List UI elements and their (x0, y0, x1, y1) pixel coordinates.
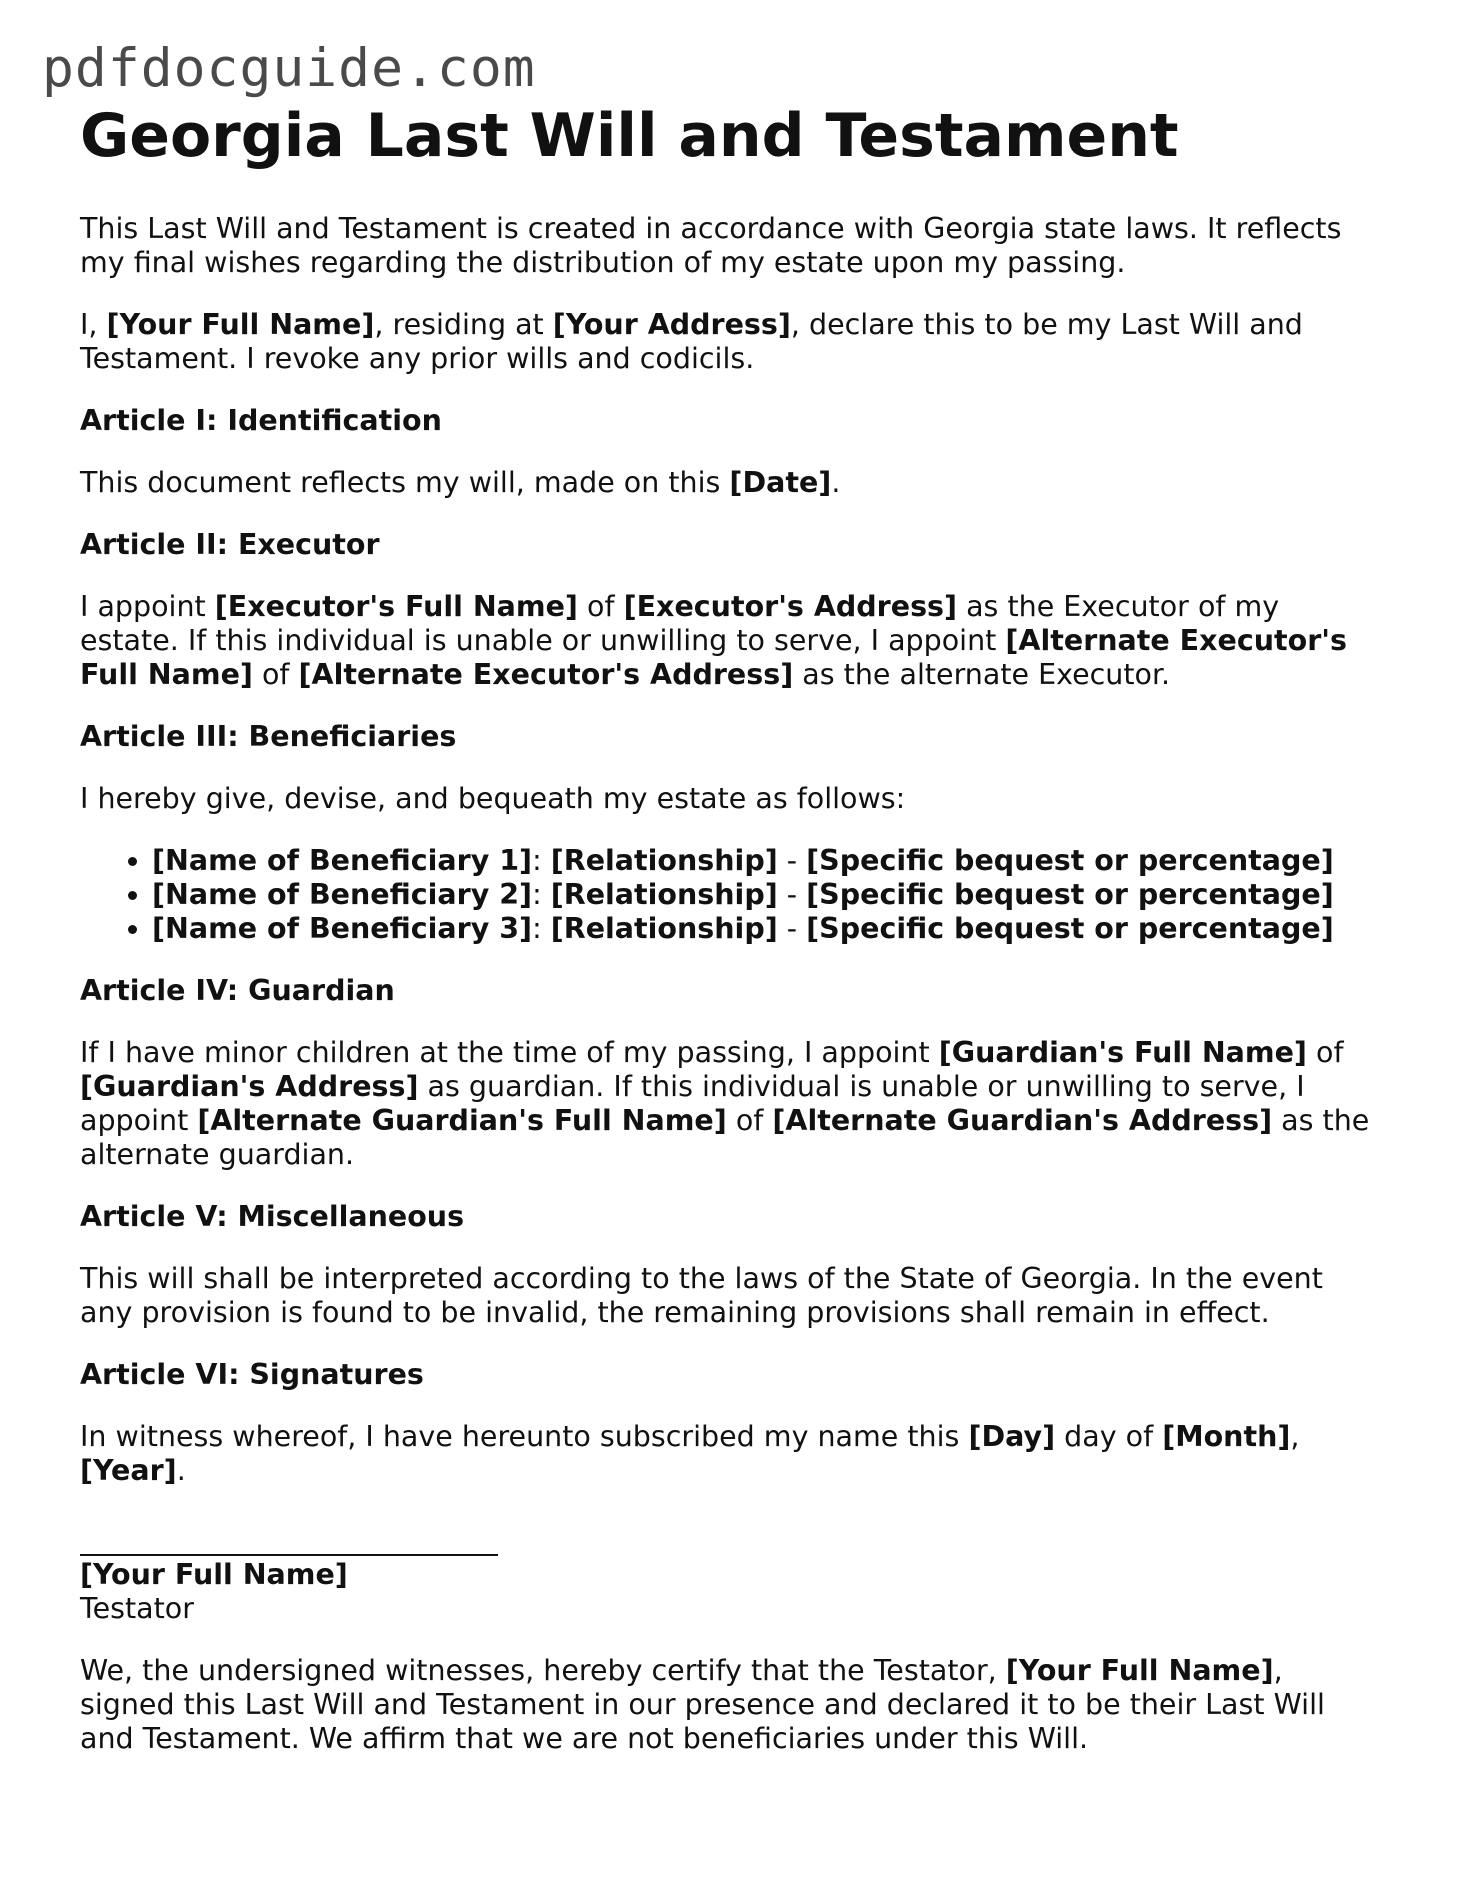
article-1-text: This document reflects my will, made on this [Date]. (80, 466, 841, 499)
month-placeholder: [Month] (1162, 1420, 1291, 1453)
guardian-name-placeholder: [Guardian's Full Name] (938, 1036, 1307, 1069)
article-2-heading: Article II: Executor (80, 528, 380, 561)
alt-guardian-address-placeholder: [Alternate Guardian's Address] (772, 1104, 1273, 1137)
testator-address-placeholder: [Your Address] (552, 308, 791, 341)
document-body (80, 100, 1380, 1784)
day-placeholder: [Day] (968, 1420, 1056, 1453)
article-4-heading: Article IV: Guardian (80, 974, 395, 1007)
article-4-text: If I have minor children at the time of my passing, I appoint [Guardian's Full Name] of [Guardian's Address] as guardian. If this individual is unable or unwilling to serve, I appoint [Alternate Guardian's Full Name] of [Alternate Guardian's Address] as the alternate guardian. (80, 1036, 1370, 1171)
executor-name-placeholder: [Executor's Full Name] (214, 590, 578, 623)
watermark: pdfdocguide.com (42, 38, 536, 99)
year-placeholder: [Year] (80, 1454, 177, 1487)
alt-executor-name-placeholder: [Alternate Executor's Full Name] (80, 624, 1347, 691)
article-5-text: This will shall be interpreted according to the laws of the State of Georgia. In the event any provision is found to be invalid, the remaining provisions shall remain in effect. (80, 1262, 1323, 1329)
alt-guardian-name-placeholder: [Alternate Guardian's Full Name] (197, 1104, 727, 1137)
article-2-text: I appoint [Executor's Full Name] of [Executor's Address] as the Executor of my estate. If this individual is unable or unwilling to serve, I appoint [Alternate Executor's Full Name] of [Alternate Executor's Address] as the alternate Executor. (80, 590, 1347, 691)
signer-role: Testator (80, 1592, 194, 1625)
witness-paragraph: We, the undersigned witnesses, hereby certify that the Testator, [Your Full Name], signed this Last Will and Testament in our presence and declared it to be their Last Will and Testament. We affirm that we are not beneficiaries under this Will. (80, 1654, 1325, 1755)
date-placeholder: [Date] (729, 466, 832, 499)
testator-name-placeholder: [Your Full Name] (106, 308, 375, 341)
list-item: • [Name of Beneficiary 1]: [Relationship] - [Specific bequest or percentage] (152, 844, 1380, 878)
guardian-address-placeholder: [Guardian's Address] (80, 1070, 419, 1103)
signature-block (80, 1528, 1380, 1626)
list-item: • [Name of Beneficiary 3]: [Relationship] - [Specific bequest or percentage] (152, 912, 1380, 946)
article-5-heading: Article V: Miscellaneous (80, 1200, 465, 1233)
article-1-heading: Article I: Identification (80, 404, 442, 437)
alt-executor-address-placeholder: [Alternate Executor's Address] (298, 658, 794, 691)
list-item: • [Name of Beneficiary 2]: [Relationship] - [Specific bequest or percentage] (152, 878, 1380, 912)
intro-paragraph: This Last Will and Testament is created in accordance with Georgia state laws. It reflects my final wishes regarding the distribution of my estate upon my passing. (80, 212, 1342, 279)
signer-name: [Your Full Name] (80, 1558, 348, 1591)
article-6-text: In witness whereof, I have hereunto subscribed my name this [Day] day of [Month], [Year]. (80, 1420, 1300, 1487)
article-6-heading: Article VI: Signatures (80, 1358, 424, 1391)
document-title: Georgia Last Will and Testament (80, 101, 1179, 171)
beneficiary-list (80, 844, 1380, 946)
witness-testator-name-placeholder: [Your Full Name] (1005, 1654, 1274, 1687)
executor-address-placeholder: [Executor's Address] (623, 590, 958, 623)
signature-line[interactable] (80, 1528, 498, 1556)
declaration-paragraph: I, [Your Full Name], residing at [Your Address], declare this to be my Last Will and Testament. I revoke any prior wills and codicils. (80, 308, 1303, 375)
article-3-heading: Article III: Beneficiaries (80, 720, 457, 753)
article-3-text: I hereby give, devise, and bequeath my estate as follows: (80, 782, 906, 815)
